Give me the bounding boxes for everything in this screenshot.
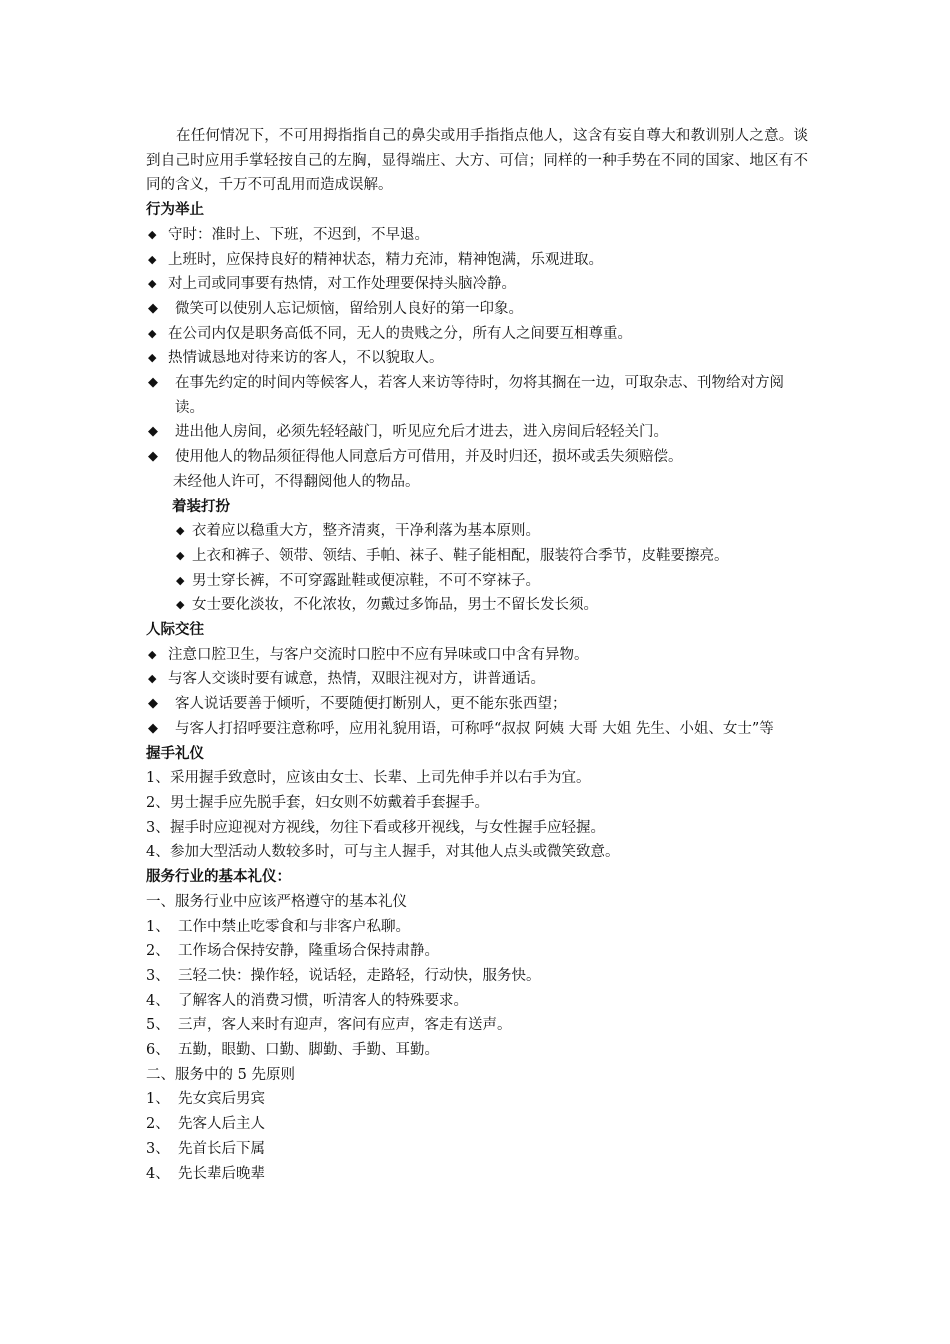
- numbered-item: 1、 采用握手致意时，应该由女士、长辈、上司先伸手并以右手为宜。: [146, 770, 591, 787]
- diamond-bullet-icon: ◆: [148, 647, 157, 661]
- diamond-bullet-icon: ◆: [176, 524, 185, 538]
- continuation-line: 未经他人许可，不得翻阅他人的物品。: [173, 473, 420, 490]
- section-title: 一、服务行业中应该严格遵守的基本礼仪: [146, 893, 407, 910]
- diamond-bullet-icon: ◆: [148, 277, 157, 291]
- numbered-item: 4、 参加大型活动人数较多时，可与主人握手，对其他人点头或微笑致意。: [146, 844, 620, 861]
- bullet-item: ◆ 男士穿长裤，不可穿露趾鞋或便凉鞋，不可不穿袜子。: [146, 569, 808, 594]
- heading-dress: 着装打扮: [172, 498, 230, 515]
- heading-service: 服务行业的基本礼仪：: [146, 869, 291, 886]
- bullet-item: ◆ 女士要化淡妆，不化浓妆，勿戴过多饰品，男士不留长发长须。: [146, 593, 808, 618]
- bullet-item: ◆ 上衣和裤子、领带、领结、手帕、袜子、鞋子能相配，服装符合季节，皮鞋要擦亮。: [146, 544, 808, 569]
- diamond-bullet-icon: ◆: [148, 375, 158, 391]
- numbered-item: 1、 先女宾后男宾: [146, 1091, 265, 1108]
- bullet-item: ◆ 微笑可以使别人忘记烦恼，留给别人良好的第一印象。: [146, 297, 808, 322]
- diamond-bullet-icon: ◆: [176, 573, 185, 587]
- bullet-item: ◆ 注意口腔卫生，与客户交流时口腔中不应有异味或口中含有异物。: [146, 643, 808, 668]
- bullet-item: ◆ 客人说话要善于倾听，不要随便打断别人，更不能东张西望；: [146, 692, 808, 717]
- numbered-item: 2、 男士握手应先脱手套，妇女则不妨戴着手套握手。: [146, 794, 489, 811]
- diamond-bullet-icon: ◆: [148, 326, 157, 340]
- numbered-item: 3、 握手时应迎视对方视线，勿往下看或移开视线，与女性握手应轻握。: [146, 819, 605, 836]
- section-title: 二、服务中的 5 先原则: [146, 1066, 295, 1083]
- diamond-bullet-icon: ◆: [148, 252, 157, 266]
- diamond-bullet-icon: ◆: [148, 351, 157, 365]
- heading-behavior: 行为举止: [146, 202, 204, 219]
- bullet-item: ◆ 在公司内仅是职务高低不同，无人的贵贱之分，所有人之间要互相尊重。: [146, 322, 808, 347]
- numbered-item: 3、 三轻二快：操作轻，说话轻，走路轻，行动快，服务快。: [146, 967, 541, 984]
- bullet-item: ◆ 对上司或同事要有热情，对工作处理要保持头脑冷静。: [146, 272, 808, 297]
- numbered-item: 6、 五勤，眼勤、口勤、脚勤、手勤、耳勤。: [146, 1042, 439, 1059]
- bullet-item: ◆ 守时：准时上、下班，不迟到，不早退。: [146, 223, 808, 248]
- bullet-item: ◆ 热情诚恳地对待来访的客人，不以貌取人。: [146, 346, 808, 371]
- numbered-item: 5、 三声，客人来时有迎声，客问有应声，客走有送声。: [146, 1017, 512, 1034]
- numbered-item: 4、 了解客人的消费习惯，听清客人的特殊要求。: [146, 992, 468, 1009]
- bullet-item: ◆ 在事先约定的时间内等候客人，若客人来访等待时，勿将其搁在一边，可取杂志、刊物给对方阅读。: [146, 371, 808, 420]
- diamond-bullet-icon: ◆: [148, 227, 157, 241]
- bullet-item: ◆ 衣着应以稳重大方，整齐清爽，干净利落为基本原则。: [146, 519, 808, 544]
- bullet-item: ◆ 与客人打招呼要注意称呼，应用礼貌用语，可称呼“叔叔 阿姨 大哥 大姐 先生、小姐、女士”等: [146, 717, 808, 742]
- heading-handshake: 握手礼仪: [146, 745, 204, 762]
- numbered-item: 2、 先客人后主人: [146, 1116, 265, 1133]
- diamond-bullet-icon: ◆: [176, 548, 185, 562]
- document-page: [146, 124, 808, 1186]
- intro-paragraph: 在任何情况下，不可用拇指指自己的鼻尖或用手指指点他人，这含有妄自尊大和教训别人之意。谈到自己时应用手掌轻按自己的左胸，显得端庄、大方、可信；同样的一种手势在不同的国家、地区有不同的含义，千万不可乱用而造成误解。: [146, 128, 808, 194]
- diamond-bullet-icon: ◆: [148, 449, 158, 465]
- numbered-item: 4、 先长辈后晚辈: [146, 1165, 265, 1182]
- diamond-bullet-icon: ◆: [148, 720, 158, 736]
- bullet-item: ◆ 使用他人的物品须征得他人同意后方可借用，并及时归还，损坏或丢失须赔偿。: [146, 445, 808, 470]
- numbered-item: 2、 工作场合保持安静，隆重场合保持肃静。: [146, 943, 439, 960]
- diamond-bullet-icon: ◆: [148, 696, 158, 712]
- diamond-bullet-icon: ◆: [148, 672, 157, 686]
- numbered-item: 3、 先首长后下属: [146, 1140, 265, 1157]
- heading-social: 人际交往: [146, 622, 204, 639]
- diamond-bullet-icon: ◆: [148, 424, 158, 440]
- bullet-item: ◆ 进出他人房间，必须先轻轻敲门，听见应允后才进去，进入房间后轻轻关门。: [146, 420, 808, 445]
- diamond-bullet-icon: ◆: [176, 598, 185, 612]
- numbered-item: 1、 工作中禁止吃零食和与非客户私聊。: [146, 918, 410, 935]
- diamond-bullet-icon: ◆: [148, 300, 158, 316]
- bullet-item: ◆ 上班时，应保持良好的精神状态，精力充沛，精神饱满，乐观进取。: [146, 248, 808, 273]
- bullet-item: ◆ 与客人交谈时要有诚意，热情，双眼注视对方，讲普通话。: [146, 667, 808, 692]
